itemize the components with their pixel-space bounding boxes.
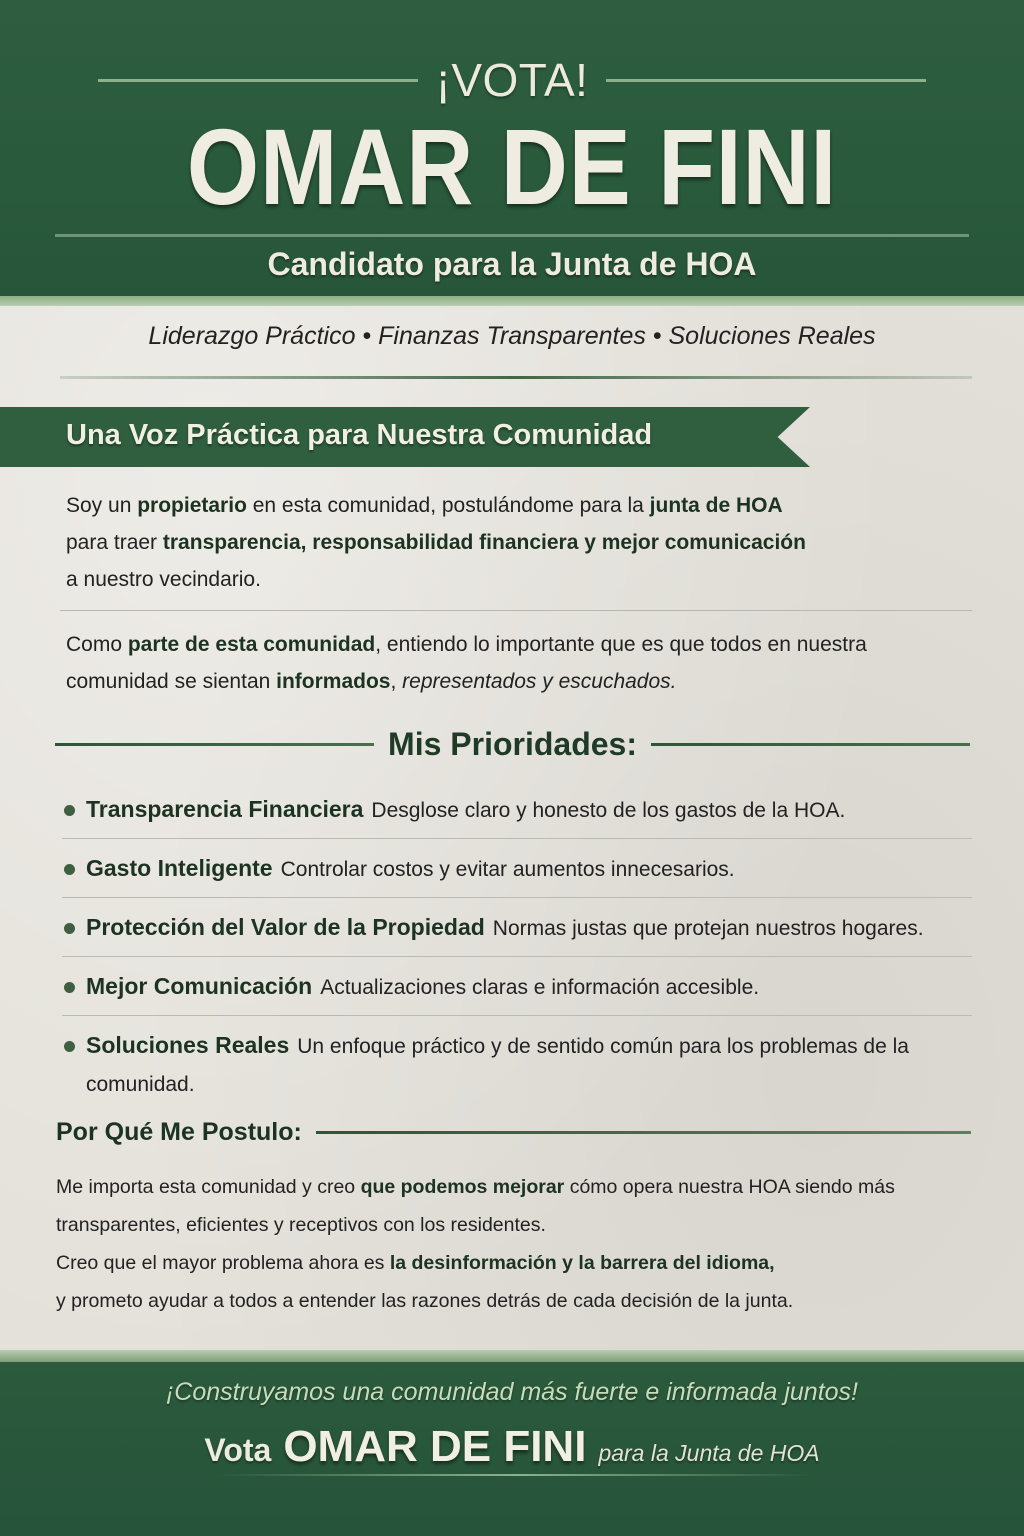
bullet-icon bbox=[64, 864, 75, 875]
vote-suffix: para la Junta de HOA bbox=[598, 1440, 820, 1466]
priority-item bbox=[62, 790, 992, 830]
bold-segment: la desinformación y la barrera del idioma, bbox=[389, 1252, 775, 1274]
vote-callout: ¡VOTA! bbox=[435, 54, 589, 106]
header-divider bbox=[0, 296, 1024, 306]
banner-title: Una Voz Práctica para Nuestra Comunidad bbox=[66, 419, 653, 451]
priority-description: Actualizaciones claras e información accesible. bbox=[320, 976, 760, 999]
priority-item bbox=[62, 849, 992, 889]
decorative-rule-left bbox=[55, 743, 374, 746]
text-segment: para traer bbox=[66, 531, 163, 554]
footer-slogan: ¡Construyamos una comunidad más fuerte e informada juntos! bbox=[165, 1378, 859, 1406]
bullet-icon bbox=[64, 1041, 75, 1052]
priority-item bbox=[62, 1026, 946, 1104]
candidate-subtitle: Candidato para la Junta de HOA bbox=[267, 246, 757, 282]
priority-description: Normas justas que protejan nuestros hogares. bbox=[492, 917, 924, 940]
priority-title: Gasto Inteligente bbox=[86, 855, 273, 881]
vote-callout-row bbox=[0, 52, 1024, 108]
priorities-heading-row bbox=[55, 726, 970, 763]
priority-title: Mejor Comunicación bbox=[86, 973, 313, 999]
vote-prefix: Vota bbox=[204, 1432, 272, 1468]
priority-description: Un enfoque práctico y de sentido común para los problemas de la comunidad. bbox=[86, 1035, 909, 1096]
bold-segment: transparencia, responsabilidad financiera y mejor comunicación bbox=[162, 531, 806, 554]
bold-segment: informados bbox=[276, 670, 391, 693]
footer-underline bbox=[215, 1474, 815, 1476]
priority-description: Desglose claro y honesto de los gastos de la HOA. bbox=[371, 799, 846, 822]
paragraph-divider bbox=[60, 610, 972, 611]
text-segment: Me importa esta comunidad y creo bbox=[56, 1176, 361, 1198]
priority-title: Transparencia Financiera bbox=[86, 796, 364, 822]
text-segment: cómo opera nuestra HOA siendo más transparentes, eficientes y receptivos con los residentes. bbox=[56, 1176, 895, 1236]
text-segment: y prometo ayudar a todos a entender las razones detrás de cada decisión de la junta. bbox=[56, 1290, 794, 1312]
bullet-icon bbox=[64, 923, 75, 934]
priorities-heading: Mis Prioridades: bbox=[388, 726, 637, 762]
why-heading: Por Qué Me Postulo: bbox=[56, 1118, 302, 1146]
bullet-icon bbox=[64, 982, 75, 993]
text-segment: Creo que el mayor problema ahora es bbox=[56, 1252, 390, 1274]
list-divider bbox=[62, 838, 972, 839]
footer-divider bbox=[0, 1350, 1024, 1362]
decorative-rule bbox=[316, 1131, 971, 1134]
tagline-divider bbox=[60, 376, 972, 379]
decorative-rule-right bbox=[651, 743, 970, 746]
text-segment: , bbox=[390, 670, 403, 693]
footer-vote-line bbox=[0, 1422, 1024, 1472]
text-segment: Como bbox=[66, 633, 128, 656]
text-segment: a nuestro vecindario. bbox=[66, 568, 261, 591]
name-underline bbox=[55, 234, 969, 237]
candidate-name-title: OMAR DE FINI bbox=[186, 106, 838, 227]
intro-paragraph-2 bbox=[66, 626, 966, 700]
decorative-rule-left bbox=[98, 79, 418, 82]
bold-segment: propietario bbox=[137, 494, 247, 517]
priority-title: Soluciones Reales bbox=[86, 1032, 290, 1058]
text-segment: , entiendo lo importante que es que todos en nuestra comunidad se sientan bbox=[66, 633, 867, 693]
intro-paragraph-1 bbox=[66, 487, 966, 598]
tagline: Liderazgo Práctico • Finanzas Transparentes • Soluciones Reales bbox=[148, 322, 876, 350]
why-heading-row bbox=[56, 1118, 971, 1147]
why-paragraph bbox=[56, 1168, 986, 1320]
priority-item bbox=[62, 908, 992, 948]
decorative-rule-right bbox=[606, 79, 926, 82]
bullet-icon bbox=[64, 805, 75, 816]
priority-description: Controlar costos y evitar aumentos innecesarios. bbox=[280, 858, 735, 881]
list-divider bbox=[62, 1015, 972, 1016]
list-divider bbox=[62, 897, 972, 898]
bold-segment: parte de esta comunidad bbox=[127, 633, 376, 656]
priority-item bbox=[62, 967, 992, 1007]
text-segment: en esta comunidad, postulándome para la bbox=[246, 494, 650, 517]
text-segment: Soy un bbox=[66, 494, 138, 517]
italic-segment: representados y escuchados. bbox=[402, 670, 677, 693]
bold-segment: junta de HOA bbox=[649, 494, 783, 517]
priorities-list bbox=[62, 790, 992, 1104]
priority-title: Protección del Valor de la Propiedad bbox=[86, 914, 485, 940]
footer-candidate-name: OMAR DE FINI bbox=[283, 1422, 587, 1471]
list-divider bbox=[62, 956, 972, 957]
bold-segment: que podemos mejorar bbox=[360, 1176, 565, 1198]
